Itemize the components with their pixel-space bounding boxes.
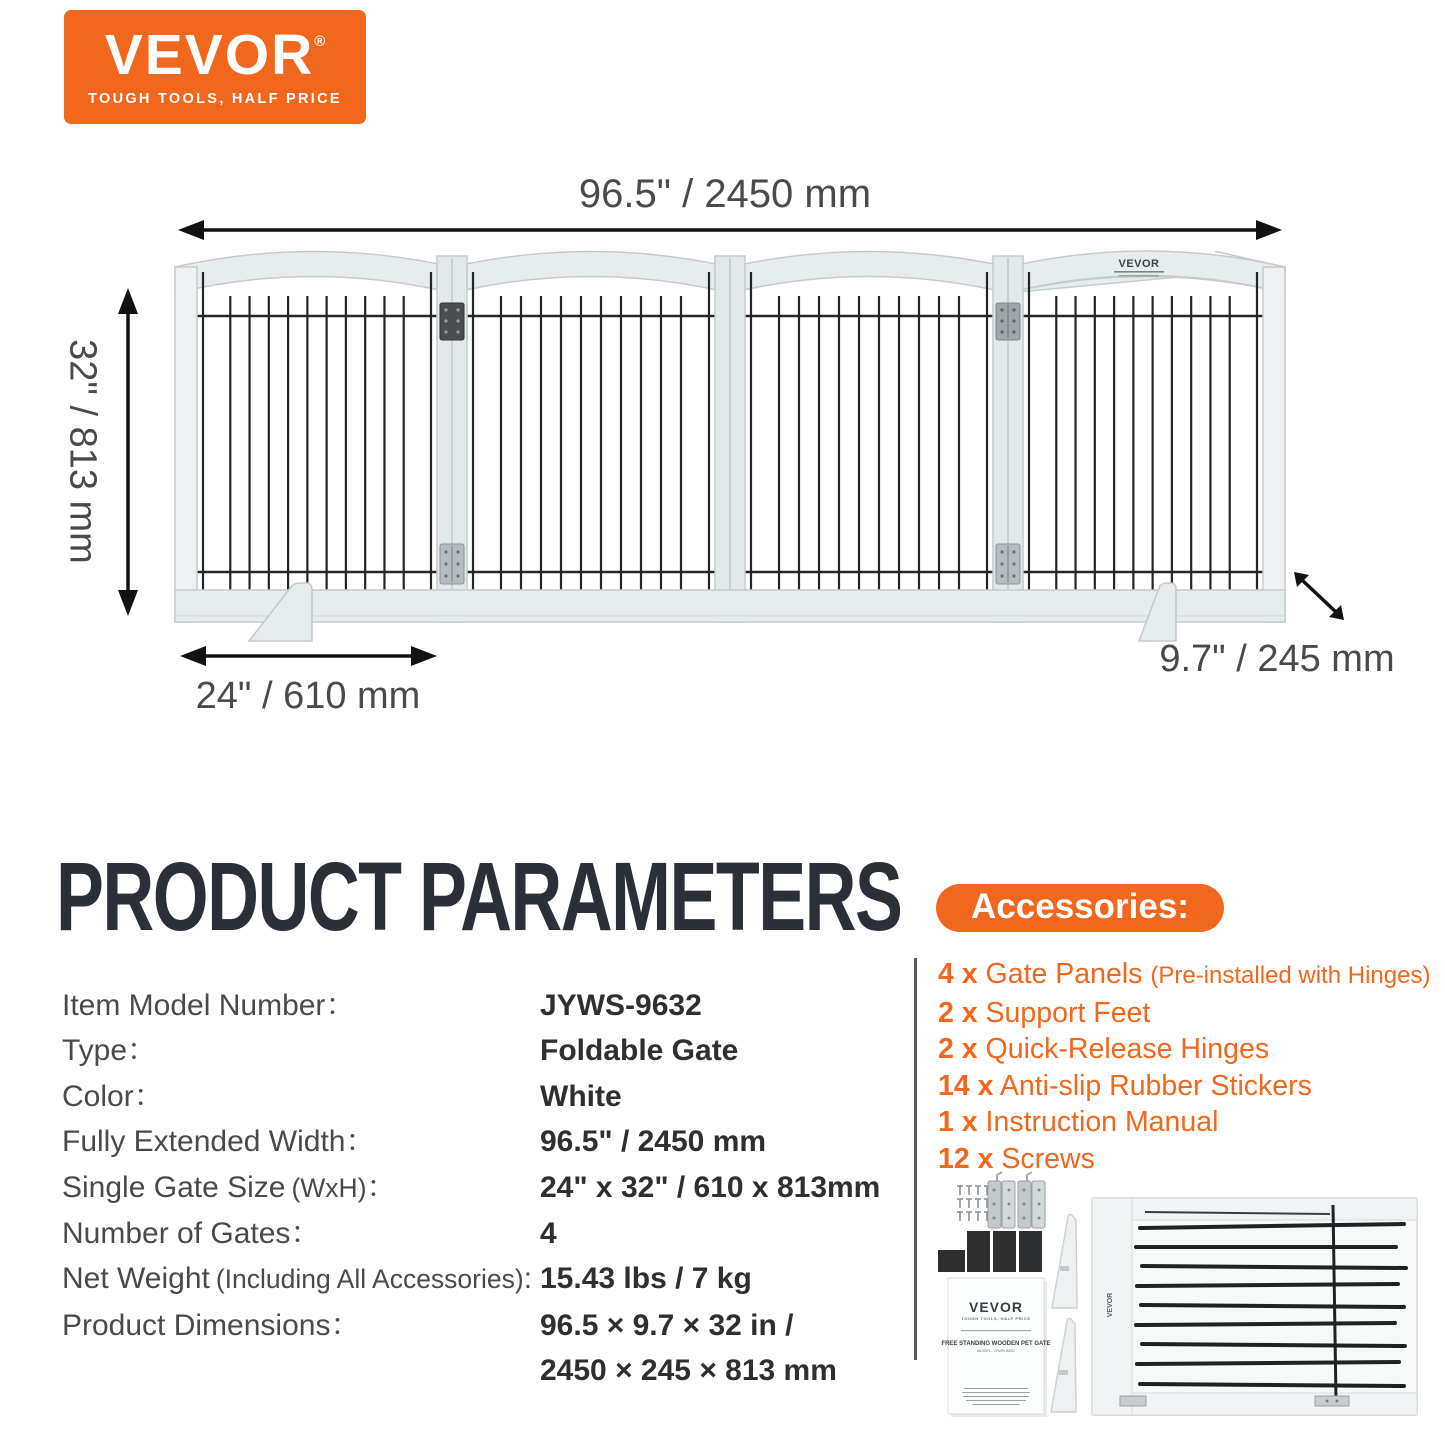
section-title-product-parameters: PRODUCT PARAMETERS xyxy=(56,842,902,951)
accessories-title: Accessories: xyxy=(971,887,1189,926)
dimension-height: 32" / 813 mm xyxy=(61,339,104,564)
screws-icon xyxy=(957,1186,990,1221)
dimension-total-width: 96.5" / 2450 mm xyxy=(578,172,872,216)
param-row-net-weight: Net Weight (Including All Accessories): 15.43 lbs / 7 kg xyxy=(62,1262,752,1296)
vevor-logo xyxy=(64,10,366,124)
gate-bottom-rail xyxy=(175,590,1285,622)
folded-gate-stack-icon xyxy=(1092,1198,1417,1415)
param-row-number-of-gates: Number of Gates： 4 xyxy=(62,1217,557,1251)
accessory-item-hinges: 2 x Quick-Release Hinges xyxy=(938,1033,1270,1066)
svg-text:VEVOR: VEVOR xyxy=(1107,1292,1114,1318)
accessory-item-manual: 1 x Instruction Manual xyxy=(938,1106,1219,1139)
svg-text:VEVOR: VEVOR xyxy=(1118,258,1160,270)
param-row-color: Color： White xyxy=(62,1079,622,1113)
gate-junction-posts xyxy=(437,256,1023,622)
dimension-panel-width: 24" / 610 mm xyxy=(195,675,421,717)
param-row-single-gate-size: Single Gate Size (WxH)： 24" x 32" / 610 x 813mm xyxy=(62,1170,881,1204)
hinge-top-right-icon xyxy=(996,303,1020,340)
svg-text:FREE STANDING WOODEN PET GATE: FREE STANDING WOODEN PET GATE xyxy=(941,1341,1051,1347)
brand-tagline: TOUGH TOOLS, HALF PRICE xyxy=(88,91,342,107)
brand-wordmark: VEVOR® xyxy=(104,23,326,87)
svg-text:TOUGH TOOLS, HALF PRICE: TOUGH TOOLS, HALF PRICE xyxy=(961,1316,1031,1321)
svg-text:VEVOR: VEVOR xyxy=(968,1299,1024,1315)
param-row-extended-width: Fully Extended Width： 96.5" / 2450 mm xyxy=(62,1125,767,1159)
accessories-photo xyxy=(930,1170,1430,1425)
gate-left-stile xyxy=(175,267,197,622)
accessories-badge xyxy=(936,884,1224,932)
accessory-item-support-feet: 2 x Support Feet xyxy=(938,996,1151,1029)
rubber-stickers-icon xyxy=(938,1231,1042,1272)
svg-text:MODEL: JYWS-9632: MODEL: JYWS-9632 xyxy=(977,1348,1015,1353)
support-feet-icon xyxy=(1051,1214,1077,1412)
param-row-type: Type： Foldable Gate xyxy=(62,1034,739,1068)
registered-mark-icon: ® xyxy=(314,33,326,50)
accessory-item-screws: 12 x Screws xyxy=(938,1142,1095,1175)
accessory-item-gate-panels: 4 x Gate Panels (Pre-installed with Hinges) xyxy=(938,958,1431,990)
hinge-top-left-icon xyxy=(440,303,464,340)
parameters-table xyxy=(62,983,917,1394)
hinge-bottom-left-icon xyxy=(440,544,464,584)
dimension-depth: 9.7" / 245 mm xyxy=(1159,638,1395,680)
gate-right-stile xyxy=(1263,267,1285,622)
instruction-manual-icon xyxy=(941,1278,1050,1417)
gate-dimension-diagram xyxy=(0,148,1445,708)
gate-drawing xyxy=(175,251,1285,641)
stack-wire-bars xyxy=(1136,1224,1406,1386)
param-row-product-dimensions: Product Dimensions： 96.5 × 9.7 × 32 in / 2450 × 245 × 813 mm xyxy=(62,1308,837,1388)
vertical-divider xyxy=(914,958,917,1360)
param-row-model: Item Model Number： JYWS-9632 xyxy=(62,989,702,1022)
hinge-bottom-right-icon xyxy=(996,544,1020,584)
accessories-list xyxy=(938,956,1438,1178)
accessory-item-rubber-stickers: 14 x Anti-slip Rubber Stickers xyxy=(938,1069,1312,1102)
hinges-icon xyxy=(988,1172,1045,1228)
